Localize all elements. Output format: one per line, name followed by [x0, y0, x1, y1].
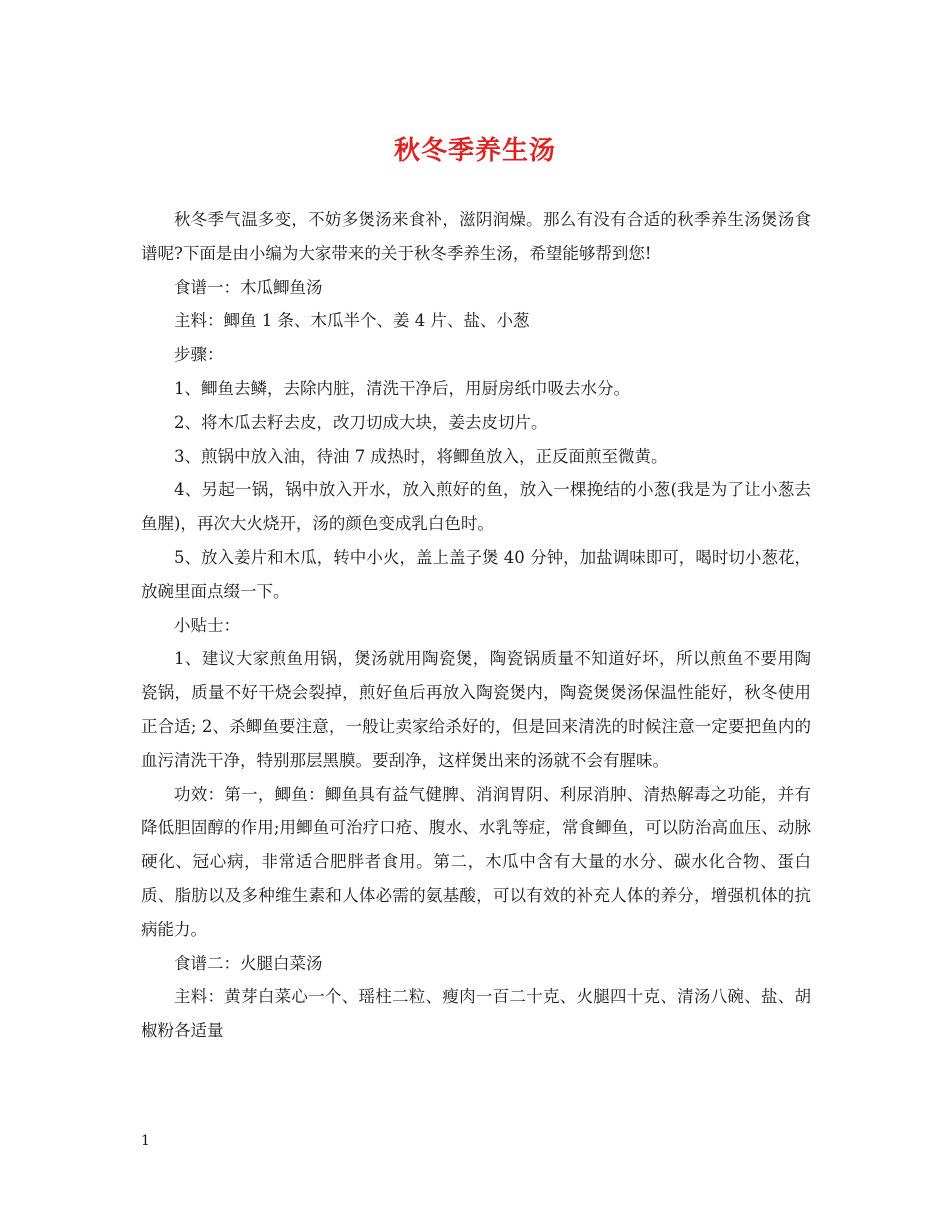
recipe-one-heading: 食谱一：木瓜鲫鱼汤	[174, 277, 323, 297]
benefits-paragraph: 功效：第一，鲫鱼：鲫鱼具有益气健脾、消润胃阴、利尿消肿、清热解毒之功能，并有降低胆固醇的作用;用鲫鱼可治疗口疮、腹水、水乳等症，常食鲫鱼，可以防治高血压、动脉硬化、冠心病，非常适合肥胖者食用。第二，木瓜中含有大量的水分、碳水化合物、蛋白质、脂肪以及多种维生素和人体必需的氨基酸，可以有效的补充人体的养分，增强机体的抗病能力。	[141, 784, 811, 939]
intro-paragraph: 秋冬季气温多变，不妨多煲汤来食补，滋阴润燥。那么有没有合适的秋季养生汤煲汤食谱呢?下面是由小编为大家带来的关于秋冬季养生汤，希望能够帮到您!	[141, 210, 811, 263]
document-body	[141, 203, 811, 1048]
recipe-two-heading: 食谱二：火腿白菜汤	[174, 953, 323, 973]
step-1: 1、鲫鱼去鳞，去除内脏，清洗干净后，用厨房纸巾吸去水分。	[174, 378, 630, 398]
step-2: 2、将木瓜去籽去皮，改刀切成大块，姜去皮切片。	[174, 412, 548, 432]
tips-paragraph: 1、建议大家煎鱼用锅，煲汤就用陶瓷煲，陶瓷锅质量不知道好坏，所以煎鱼不要用陶瓷锅，质量不好干烧会裂掉，煎好鱼后再放入陶瓷煲内，陶瓷煲煲汤保温性能好，秋冬使用正合适; 2、杀鲫鱼要注意，一般让卖家给杀好的，但是回来清洗的时候注意一定要把鱼内的血污清洗干净，特别那层黑膜。要刮净，这样煲出来的汤就不会有腥味。	[141, 649, 811, 770]
step-4: 4、另起一锅，锅中放入开水，放入煎好的鱼，放入一棵挽结的小葱(我是为了让小葱去鱼腥)，再次大火烧开，汤的颜色变成乳白色时。	[141, 480, 811, 534]
document-title: 秋冬季养生汤	[393, 136, 556, 166]
recipe-two-ingredients: 主料：黄芽白菜心一个、瑶柱二粒、瘦肉一百二十克、火腿四十克、清汤八碗、盐、胡椒粉各适量	[141, 987, 811, 1041]
page-number: 1	[141, 1133, 150, 1149]
tips-heading: 小贴士：	[174, 615, 240, 635]
step-3: 3、煎锅中放入油，待油 7 成热时，将鲫鱼放入，正反面煎至微黄。	[174, 446, 668, 466]
recipe-one-ingredients: 主料：鲫鱼 1 条、木瓜半个、姜 4 片、盐、小葱	[174, 311, 530, 331]
steps-heading: 步骤：	[174, 345, 224, 365]
step-5: 5、放入姜片和木瓜，转中小火，盖上盖子煲 40 分钟，加盐调味即可，喝时切小葱花，放碗里面点缀一下。	[141, 547, 811, 601]
